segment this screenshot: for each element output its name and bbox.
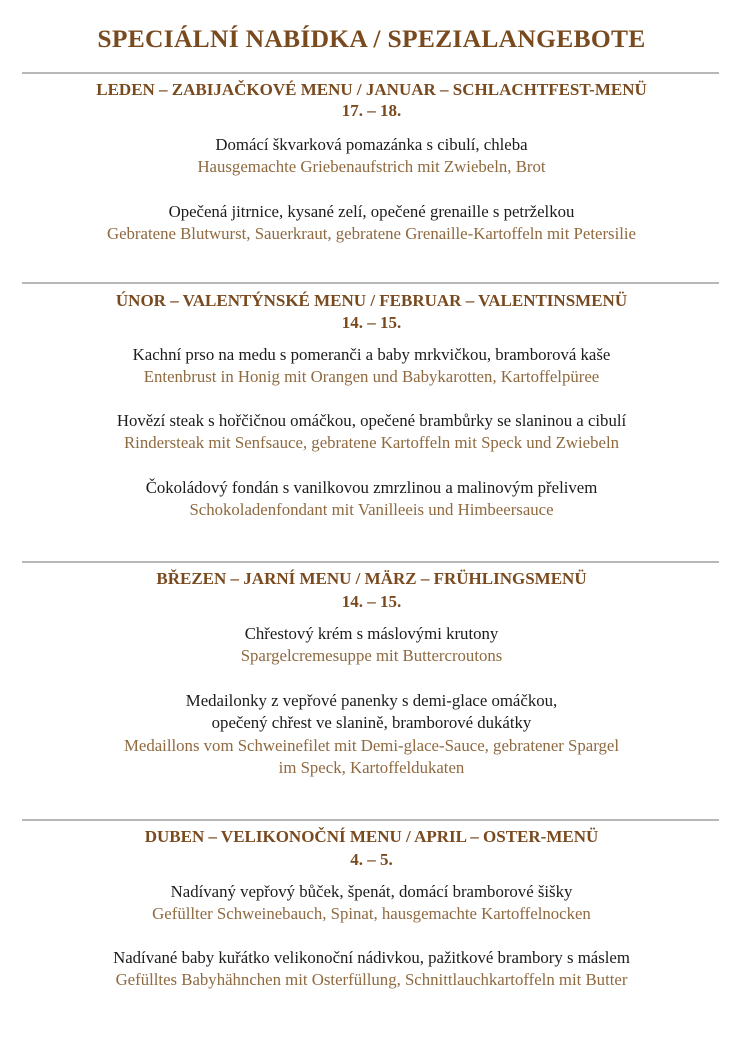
section-dates-february: 14. – 15. bbox=[341, 313, 402, 332]
section-heading-april: DUBEN – VELIKONOČNÍ MENU / APRIL – OSTER-MENÜ bbox=[144, 827, 599, 846]
section-dates-april: 4. – 5. bbox=[350, 850, 393, 869]
section-divider bbox=[22, 282, 719, 284]
dish-german: Gebratene Blutwurst, Sauerkraut, gebratene Grenaille-Kartoffeln mit Petersilie bbox=[106, 224, 637, 243]
dish-german: Gefüllter Schweinebauch, Spinat, hausgemachte Kartoffelnocken bbox=[152, 904, 591, 923]
dish-german: Schokoladenfondant mit Vanilleeis und Himbeersauce bbox=[189, 500, 554, 519]
section-dates-march: 14. – 15. bbox=[341, 592, 402, 611]
dish-german: Gefülltes Babyhähnchen mit Osterfüllung, Schnittlauchkartoffeln mit Butter bbox=[115, 970, 628, 989]
section-dates-january: 17. – 18. bbox=[341, 101, 402, 120]
section-heading-march: BŘEZEN – JARNÍ MENU / MÄRZ – FRÜHLINGSMENÜ bbox=[156, 569, 587, 588]
section-divider bbox=[22, 819, 719, 821]
dish-german: Entenbrust in Honig mit Orangen und Babykarotten, Kartoffelpüree bbox=[143, 367, 600, 386]
dish-czech: Domácí škvarková pomazánka s cibulí, chleba bbox=[215, 135, 528, 154]
dish-czech: Nadívaný vepřový bůček, špenát, domácí bramborové šišky bbox=[170, 882, 573, 901]
dish-german: Medaillons vom Schweinefilet mit Demi-glace-Sauce, gebratener Spargel bbox=[123, 736, 620, 755]
section-divider bbox=[22, 561, 719, 563]
dish-german: Hausgemachte Griebenaufstrich mit Zwiebeln, Brot bbox=[197, 157, 546, 176]
dish-czech: Hovězí steak s hořčičnou omáčkou, opečené brambůrky se slaninou a cibulí bbox=[116, 411, 627, 430]
dish-czech: Kachní prso na medu s pomeranči a baby mrkvičkou, bramborová kaše bbox=[132, 345, 611, 364]
page-title: SPECIÁLNÍ NABÍDKA / SPEZIALANGEBOTE bbox=[97, 24, 646, 53]
dish-czech: Čokoládový fondán s vanilkovou zmrzlinou a malinovým přelivem bbox=[145, 478, 598, 497]
section-divider bbox=[22, 72, 719, 74]
dish-czech: Nadívané baby kuřátko velikonoční nádivkou, pažitkové brambory s máslem bbox=[113, 948, 630, 967]
section-heading-january: LEDEN – ZABIJAČKOVÉ MENU / JANUAR – SCHLACHTFEST-MENÜ bbox=[96, 80, 647, 99]
section-heading-february: ÚNOR – VALENTÝNSKÉ MENU / FEBRUAR – VALENTINSMENÜ bbox=[115, 291, 628, 310]
dish-german: Rindersteak mit Senfsauce, gebratene Kartoffeln mit Speck und Zwiebeln bbox=[123, 433, 620, 452]
dish-german-line-2: im Speck, Kartoffeldukaten bbox=[278, 758, 465, 777]
dish-czech-line-2: opečený chřest ve slanině, bramborové dukátky bbox=[211, 713, 532, 732]
dish-czech: Chřestový krém s máslovými krutony bbox=[244, 624, 499, 643]
dish-czech: Medailonky z vepřové panenky s demi-glace omáčkou, bbox=[185, 691, 558, 710]
dish-czech: Opečená jitrnice, kysané zelí, opečené grenaille s petrželkou bbox=[168, 202, 575, 221]
dish-german: Spargelcremesuppe mit Buttercroutons bbox=[240, 646, 503, 665]
